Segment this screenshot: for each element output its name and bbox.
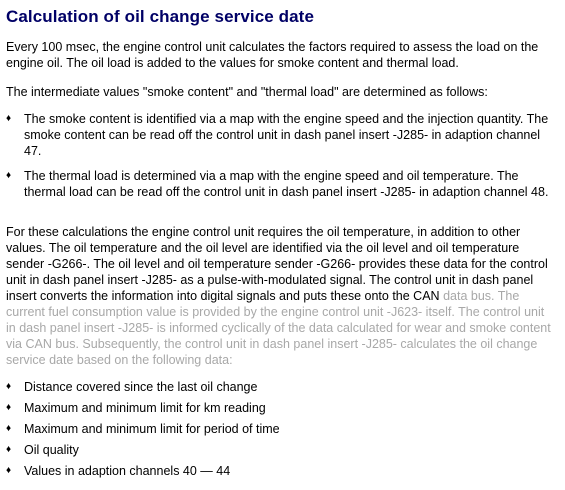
list-item-text: Values in adaption channels 40 — 44 bbox=[24, 464, 231, 478]
diamond-bullet-icon: ♦ bbox=[6, 402, 12, 413]
diamond-bullet-icon: ♦ bbox=[6, 113, 12, 124]
load-values-list bbox=[6, 111, 558, 209]
diamond-bullet-icon: ♦ bbox=[6, 465, 12, 476]
calculation-paragraph-faded-text: data bus. The current fuel consumption value is provided by the engine control unit -J623- itself. The control unit in dash panel insert -J285- is informed cyclically of the data calculated for wear and smoke content via CAN bus. Subsequently, the control unit in dash panel insert -J285- calculates the oil change service date based on the following data: bbox=[6, 289, 551, 367]
calculation-paragraph-text: For these calculations the engine control unit requires the oil temperature, in addition to other values. The oil temperature and the oil level are identified via the oil level and oil temperature sender -G266-. The oil level and oil temperature sender -G266- provides these data for the control unit in dash panel insert -J285- as a pulse-with-modulated signal. The control unit in dash panel insert converts the information into digital signals and puts these onto the CAN bbox=[6, 225, 548, 303]
list-item-text: The thermal load is determined via a map with the engine speed and oil temperature. The thermal load can be read off the control unit in dash panel insert -J285- in adaption channel 48. bbox=[24, 169, 549, 199]
list-item-text: Distance covered since the last oil change bbox=[24, 380, 258, 394]
list-item-smoke-content bbox=[6, 111, 558, 159]
list-item-text: Maximum and minimum limit for period of time bbox=[24, 422, 280, 436]
list-item-oil-quality bbox=[6, 442, 558, 458]
list-item-adaption-channels bbox=[6, 463, 558, 479]
diamond-bullet-icon: ♦ bbox=[6, 170, 12, 181]
intro-paragraph: Every 100 msec, the engine control unit calculates the factors required to assess the load on the engine oil. The oil load is added to the values for smoke content and thermal load. bbox=[6, 40, 539, 70]
calculation-paragraph bbox=[6, 224, 554, 368]
diamond-bullet-icon: ♦ bbox=[6, 381, 12, 392]
intermediate-values-paragraph: The intermediate values "smoke content" and "thermal load" are determined as follows: bbox=[6, 85, 488, 99]
diamond-bullet-icon: ♦ bbox=[6, 423, 12, 434]
list-item-text: Maximum and minimum limit for km reading bbox=[24, 401, 266, 415]
diamond-bullet-icon: ♦ bbox=[6, 444, 12, 455]
list-item-time-limit bbox=[6, 421, 558, 437]
list-item-thermal-load bbox=[6, 168, 558, 200]
list-item-text: The smoke content is identified via a map with the engine speed and the injection quantity. The smoke content can be read off the control unit in dash panel insert -J285- in adaption channel 47. bbox=[24, 112, 549, 158]
service-date-data-list bbox=[6, 379, 558, 484]
page-title: Calculation of oil change service date bbox=[6, 7, 314, 26]
list-item-distance-covered bbox=[6, 379, 558, 395]
list-item-km-limit bbox=[6, 400, 558, 416]
list-item-text: Oil quality bbox=[24, 443, 79, 457]
